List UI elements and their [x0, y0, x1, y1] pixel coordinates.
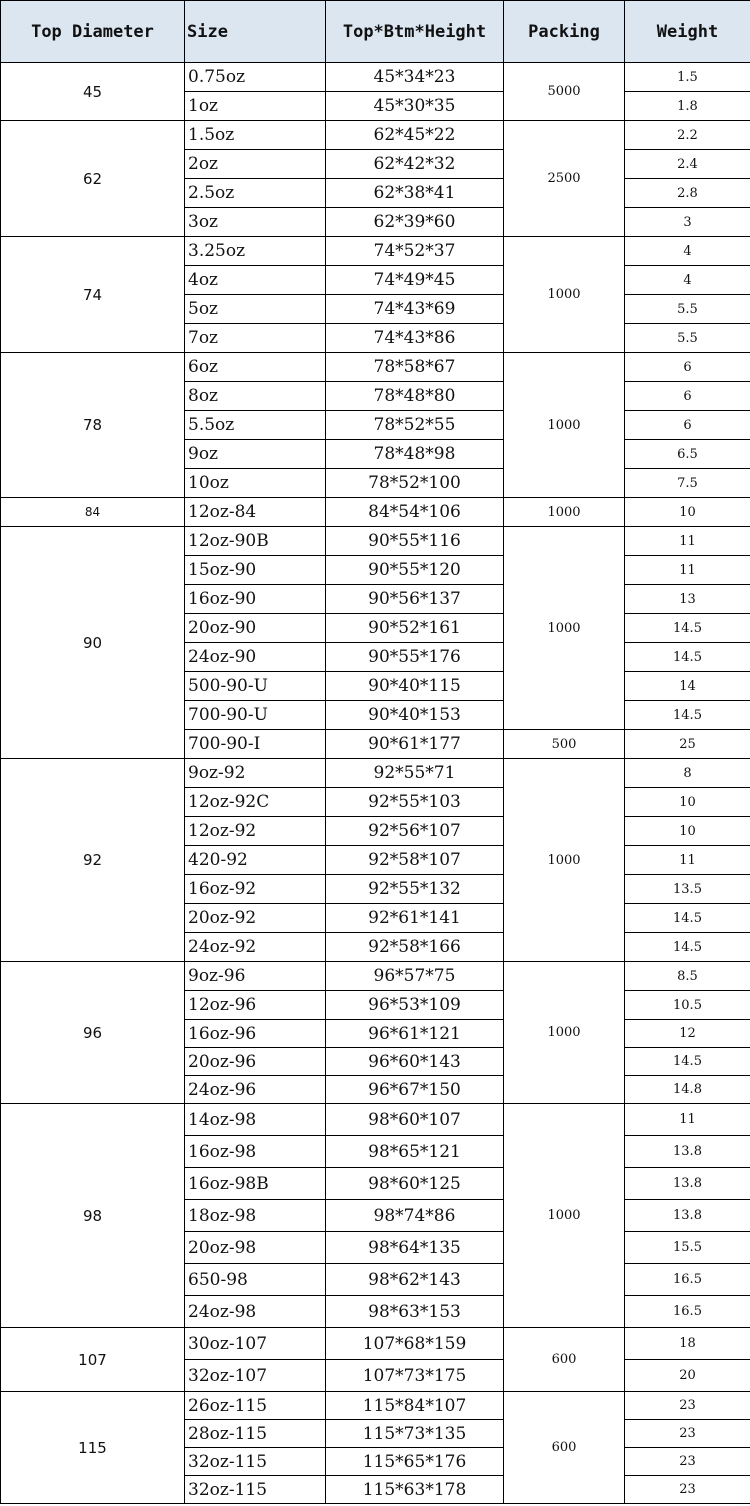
- dimensions-cell: 90*55*120: [326, 556, 504, 585]
- size-cell: 9oz-96: [185, 962, 326, 991]
- dimensions-cell: 98*60*107: [326, 1104, 504, 1136]
- size-cell: 1oz: [185, 92, 326, 121]
- dimensions-cell: 74*43*86: [326, 324, 504, 353]
- size-cell: 16oz-98: [185, 1136, 326, 1168]
- dimensions-cell: 90*40*153: [326, 701, 504, 730]
- weight-cell: 14.5: [625, 1048, 750, 1076]
- packing-cell: 2500: [504, 121, 625, 237]
- weight-cell: 13: [625, 585, 750, 614]
- size-cell: 8oz: [185, 382, 326, 411]
- packing-cell: 1000: [504, 353, 625, 498]
- size-cell: 16oz-96: [185, 1020, 326, 1048]
- size-cell: 15oz-90: [185, 556, 326, 585]
- weight-cell: 6: [625, 411, 750, 440]
- header-dimensions: Top*Btm*Height: [326, 1, 504, 63]
- dimensions-cell: 115*73*135: [326, 1420, 504, 1448]
- table-row: [1, 1328, 750, 1360]
- dimensions-cell: 62*38*41: [326, 179, 504, 208]
- dimensions-cell: 98*60*125: [326, 1168, 504, 1200]
- dimensions-cell: 98*62*143: [326, 1264, 504, 1296]
- size-cell: 32oz-115: [185, 1476, 326, 1504]
- dimensions-cell: 62*45*22: [326, 121, 504, 150]
- size-cell: 6oz: [185, 353, 326, 382]
- packing-cell: 1000: [504, 527, 625, 730]
- weight-cell: 14.5: [625, 643, 750, 672]
- dimensions-cell: 92*55*71: [326, 759, 504, 788]
- top-diameter-cell: 96: [1, 962, 185, 1104]
- dimensions-cell: 92*58*107: [326, 846, 504, 875]
- table-body: [1, 63, 750, 1504]
- weight-cell: 2.2: [625, 121, 750, 150]
- dimensions-cell: 78*52*55: [326, 411, 504, 440]
- dimensions-cell: 90*56*137: [326, 585, 504, 614]
- top-diameter-cell: 98: [1, 1104, 185, 1328]
- weight-cell: 13.8: [625, 1200, 750, 1232]
- weight-cell: 6: [625, 382, 750, 411]
- dimensions-cell: 96*57*75: [326, 962, 504, 991]
- table-row: [1, 498, 750, 527]
- dimensions-cell: 115*84*107: [326, 1392, 504, 1420]
- size-cell: 20oz-92: [185, 904, 326, 933]
- weight-cell: 11: [625, 556, 750, 585]
- size-cell: 0.75oz: [185, 63, 326, 92]
- size-cell: 32oz-107: [185, 1360, 326, 1392]
- size-cell: 16oz-90: [185, 585, 326, 614]
- weight-cell: 10: [625, 498, 750, 527]
- weight-cell: 2.4: [625, 150, 750, 179]
- weight-cell: 1.5: [625, 63, 750, 92]
- top-diameter-cell: 107: [1, 1328, 185, 1392]
- top-diameter-cell: 74: [1, 237, 185, 353]
- weight-cell: 14.8: [625, 1076, 750, 1104]
- size-cell: 3.25oz: [185, 237, 326, 266]
- packing-cell: 5000: [504, 63, 625, 121]
- header-size: Size: [185, 1, 326, 63]
- packing-cell: 600: [504, 1392, 625, 1504]
- packing-cell: 1000: [504, 237, 625, 353]
- size-cell: 28oz-115: [185, 1420, 326, 1448]
- dimensions-cell: 45*30*35: [326, 92, 504, 121]
- weight-cell: 12: [625, 1020, 750, 1048]
- header-row: [1, 1, 750, 63]
- dimensions-cell: 90*55*116: [326, 527, 504, 556]
- header-packing: Packing: [504, 1, 625, 63]
- size-cell: 24oz-98: [185, 1296, 326, 1328]
- size-cell: 20oz-96: [185, 1048, 326, 1076]
- size-cell: 12oz-96: [185, 991, 326, 1020]
- weight-cell: 25: [625, 730, 750, 759]
- table-row: [1, 1392, 750, 1420]
- weight-cell: 4: [625, 237, 750, 266]
- weight-cell: 6: [625, 353, 750, 382]
- weight-cell: 13.5: [625, 875, 750, 904]
- dimensions-cell: 98*64*135: [326, 1232, 504, 1264]
- size-cell: 5oz: [185, 295, 326, 324]
- top-diameter-cell: 90: [1, 527, 185, 759]
- dimensions-cell: 84*54*106: [326, 498, 504, 527]
- weight-cell: 10.5: [625, 991, 750, 1020]
- packing-cell: 1000: [504, 962, 625, 1104]
- size-cell: 12oz-92C: [185, 788, 326, 817]
- dimensions-cell: 90*52*161: [326, 614, 504, 643]
- size-cell: 500-90-U: [185, 672, 326, 701]
- weight-cell: 14.5: [625, 701, 750, 730]
- weight-cell: 10: [625, 817, 750, 846]
- weight-cell: 1.8: [625, 92, 750, 121]
- dimensions-cell: 98*63*153: [326, 1296, 504, 1328]
- size-cell: 32oz-115: [185, 1448, 326, 1476]
- table-row: [1, 353, 750, 382]
- size-cell: 2oz: [185, 150, 326, 179]
- dimensions-cell: 92*58*166: [326, 933, 504, 962]
- dimensions-cell: 90*61*177: [326, 730, 504, 759]
- weight-cell: 5.5: [625, 295, 750, 324]
- top-diameter-cell: 92: [1, 759, 185, 962]
- weight-cell: 3: [625, 208, 750, 237]
- size-cell: 12oz-84: [185, 498, 326, 527]
- weight-cell: 11: [625, 846, 750, 875]
- packing-cell: 1000: [504, 759, 625, 962]
- size-cell: 24oz-92: [185, 933, 326, 962]
- dimensions-cell: 96*60*143: [326, 1048, 504, 1076]
- dimensions-cell: 74*43*69: [326, 295, 504, 324]
- size-cell: 3oz: [185, 208, 326, 237]
- size-cell: 9oz-92: [185, 759, 326, 788]
- size-cell: 12oz-90B: [185, 527, 326, 556]
- size-cell: 2.5oz: [185, 179, 326, 208]
- weight-cell: 14.5: [625, 904, 750, 933]
- table-row: [1, 237, 750, 266]
- size-cell: 20oz-98: [185, 1232, 326, 1264]
- dimensions-cell: 45*34*23: [326, 63, 504, 92]
- weight-cell: 15.5: [625, 1232, 750, 1264]
- weight-cell: 2.8: [625, 179, 750, 208]
- weight-cell: 14: [625, 672, 750, 701]
- weight-cell: 4: [625, 266, 750, 295]
- weight-cell: 20: [625, 1360, 750, 1392]
- dimensions-cell: 90*55*176: [326, 643, 504, 672]
- size-cell: 18oz-98: [185, 1200, 326, 1232]
- size-cell: 26oz-115: [185, 1392, 326, 1420]
- weight-cell: 6.5: [625, 440, 750, 469]
- weight-cell: 8: [625, 759, 750, 788]
- size-cell: 24oz-90: [185, 643, 326, 672]
- size-cell: 20oz-90: [185, 614, 326, 643]
- weight-cell: 18: [625, 1328, 750, 1360]
- top-diameter-cell: 62: [1, 121, 185, 237]
- dimensions-cell: 96*61*121: [326, 1020, 504, 1048]
- weight-cell: 23: [625, 1448, 750, 1476]
- dimensions-cell: 62*42*32: [326, 150, 504, 179]
- dimensions-cell: 92*61*141: [326, 904, 504, 933]
- dimensions-cell: 115*63*178: [326, 1476, 504, 1504]
- header-top-diameter: Top Diameter: [1, 1, 185, 63]
- weight-cell: 14.5: [625, 933, 750, 962]
- dimensions-cell: 96*67*150: [326, 1076, 504, 1104]
- weight-cell: 23: [625, 1392, 750, 1420]
- dimensions-cell: 107*73*175: [326, 1360, 504, 1392]
- table-row: [1, 121, 750, 150]
- top-diameter-cell: 115: [1, 1392, 185, 1504]
- packing-cell: 600: [504, 1328, 625, 1392]
- size-cell: 420-92: [185, 846, 326, 875]
- dimensions-cell: 62*39*60: [326, 208, 504, 237]
- weight-cell: 5.5: [625, 324, 750, 353]
- table-row: [1, 962, 750, 991]
- size-cell: 10oz: [185, 469, 326, 498]
- weight-cell: 7.5: [625, 469, 750, 498]
- dimensions-cell: 92*56*107: [326, 817, 504, 846]
- dimensions-cell: 92*55*103: [326, 788, 504, 817]
- dimensions-cell: 98*65*121: [326, 1136, 504, 1168]
- size-cell: 24oz-96: [185, 1076, 326, 1104]
- packing-cell: 1000: [504, 1104, 625, 1328]
- size-cell: 16oz-98B: [185, 1168, 326, 1200]
- size-cell: 30oz-107: [185, 1328, 326, 1360]
- weight-cell: 23: [625, 1420, 750, 1448]
- weight-cell: 11: [625, 1104, 750, 1136]
- table-row: [1, 759, 750, 788]
- size-cell: 700-90-U: [185, 701, 326, 730]
- size-cell: 16oz-92: [185, 875, 326, 904]
- weight-cell: 16.5: [625, 1296, 750, 1328]
- dimensions-cell: 96*53*109: [326, 991, 504, 1020]
- header-weight: Weight: [625, 1, 750, 63]
- weight-cell: 16.5: [625, 1264, 750, 1296]
- size-cell: 5.5oz: [185, 411, 326, 440]
- dimensions-cell: 98*74*86: [326, 1200, 504, 1232]
- weight-cell: 11: [625, 527, 750, 556]
- top-diameter-cell: 45: [1, 63, 185, 121]
- dimensions-cell: 115*65*176: [326, 1448, 504, 1476]
- dimensions-cell: 74*52*37: [326, 237, 504, 266]
- weight-cell: 14.5: [625, 614, 750, 643]
- size-cell: 650-98: [185, 1264, 326, 1296]
- dimensions-cell: 78*58*67: [326, 353, 504, 382]
- weight-cell: 10: [625, 788, 750, 817]
- size-cell: 9oz: [185, 440, 326, 469]
- size-cell: 12oz-92: [185, 817, 326, 846]
- dimensions-cell: 78*52*100: [326, 469, 504, 498]
- dimensions-cell: 78*48*80: [326, 382, 504, 411]
- size-cell: 700-90-I: [185, 730, 326, 759]
- weight-cell: 13.8: [625, 1168, 750, 1200]
- weight-cell: 8.5: [625, 962, 750, 991]
- packing-cell: 500: [504, 730, 625, 759]
- top-diameter-cell: 84: [1, 498, 185, 527]
- dimensions-cell: 74*49*45: [326, 266, 504, 295]
- dimensions-cell: 90*40*115: [326, 672, 504, 701]
- weight-cell: 13.8: [625, 1136, 750, 1168]
- dimensions-cell: 92*55*132: [326, 875, 504, 904]
- size-cell: 7oz: [185, 324, 326, 353]
- size-cell: 1.5oz: [185, 121, 326, 150]
- size-cell: 4oz: [185, 266, 326, 295]
- dimensions-cell: 78*48*98: [326, 440, 504, 469]
- table-row: [1, 63, 750, 92]
- size-cell: 14oz-98: [185, 1104, 326, 1136]
- packing-cell: 1000: [504, 498, 625, 527]
- table-row: [1, 1104, 750, 1136]
- table-row: [1, 527, 750, 556]
- dimensions-cell: 107*68*159: [326, 1328, 504, 1360]
- top-diameter-cell: 78: [1, 353, 185, 498]
- weight-cell: 23: [625, 1476, 750, 1504]
